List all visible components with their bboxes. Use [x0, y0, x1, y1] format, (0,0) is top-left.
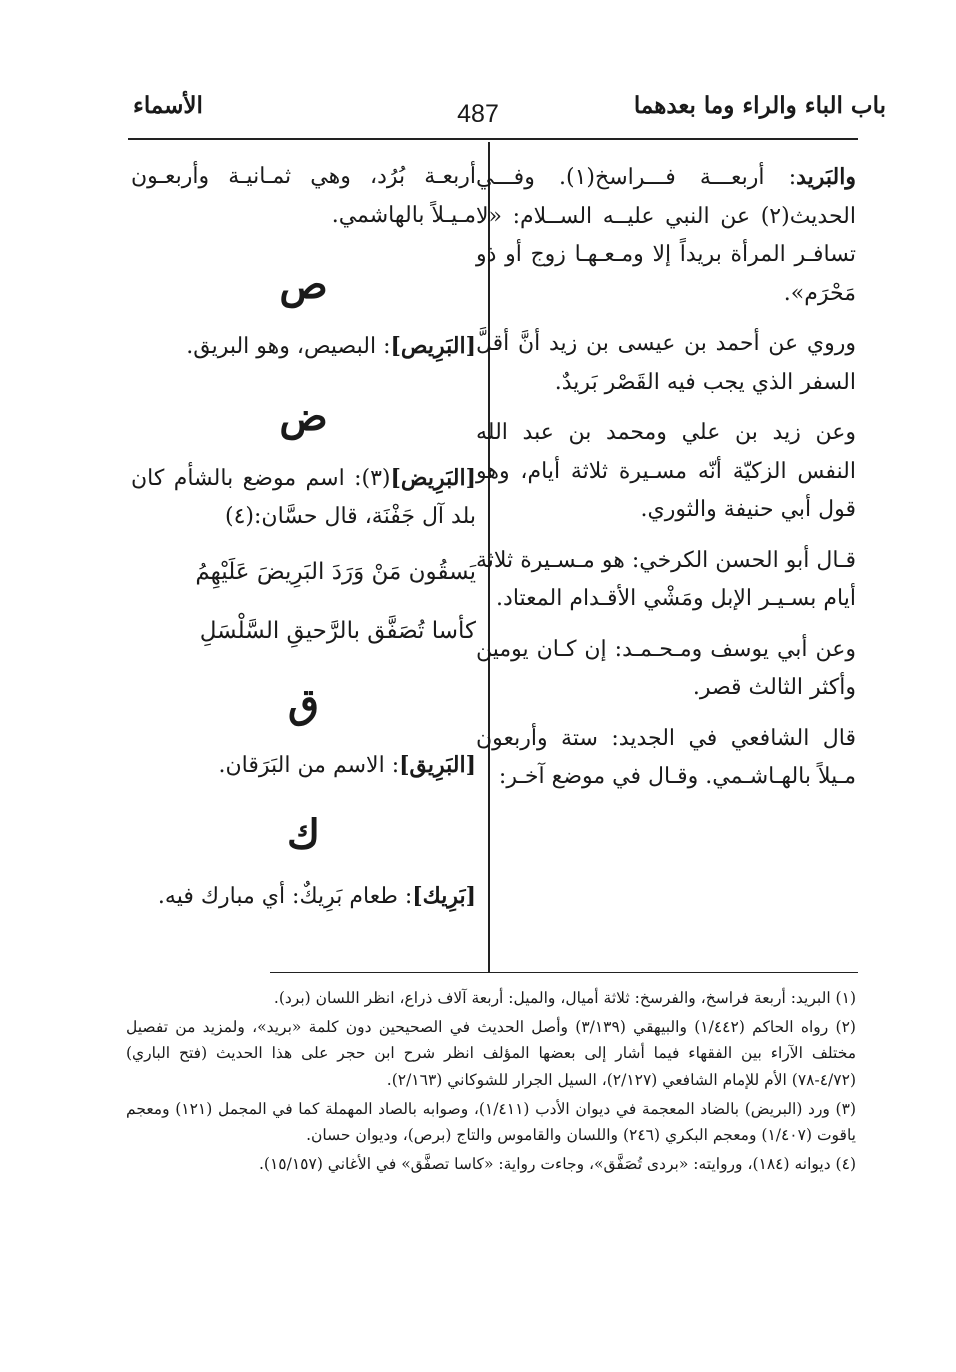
footnote-3: (٣) ورد (البريض) بالضاد المعجمة في ديوان الأدب (١/٤١١)، وصوابه بالصاد المهملة كما في المجمل (١٢١) ومعجم ياقوت (١/٤٠٧) ومعجم البكري (٢٤٦) واللسان والقاموس والتاج (برص)، وديوان حسان.: [126, 1099, 856, 1145]
paragraph: أربعـة بُرُد، وهي ثمـانيـة وأربعـون مـيـلاً بالهاشمي.: [131, 164, 476, 228]
footnote-rule: [270, 972, 858, 973]
headword: [البَرِيض]: [390, 464, 476, 491]
entry-bareedh: [131, 459, 476, 537]
section-letter-kaf: ك: [287, 811, 320, 859]
entry-text: : أربعـــة فـــراسخ(١). وفـــي الحديث(٢) عن النبي عليــه الســلام: «لا تسافـر المرأة بريداً إلا ومـعـهـا زوج أو ذو مَحْرَم».: [476, 165, 856, 306]
right-column: [476, 158, 856, 809]
headword: [البَرِيق]: [399, 751, 476, 778]
paragraph: قـال أبو الحسن الكرخي: هو مـسـيرة ثلاثة أيام بسـيـر الإبل ومَشْي الأقـدام المعتاد.: [476, 547, 856, 611]
entry-bareeq: [131, 746, 476, 786]
footnote-2: (٢) رواه الحاكم (١/٤٤٢) والبيهقي (٣/١٣٩) وأصل الحديث في الصحيحين دون كلمة «بريد»، ولمزيد من تفصيل مختلف الآراء بين الفقهاء فيما أشار إلى بعضها المؤلف انظر شرح ابن حجر على هذا الحديث (فتح الباري) (٤/٧٢-٧٨) الأم للإمام الشافعي (٢/١٢٧)، السيل الجرار للشوكاني (٢/١٦٣).: [126, 1017, 856, 1089]
section-letter-qaf: ق: [287, 679, 320, 727]
headword: [البَرِيص]: [390, 333, 476, 359]
entry-text: : الاسم من البَرَقان.: [218, 752, 400, 778]
verse-line-1: يَسقُون مَنْ وَرَدَ البَرِيضَ عَلَيْهِمُ: [195, 558, 476, 585]
headword: [بَرِيك]: [412, 883, 476, 910]
entry-bareek: [131, 877, 476, 917]
headword: والبَريد: [796, 164, 856, 190]
section-letter-dad: ض: [279, 392, 328, 440]
entry-text: : طعام بَرِيكٌ: أي مبارك فيه.: [157, 884, 413, 910]
paragraph: قال الشافعي في الجديد: ستة وأربعون مـيلاً بالهـاشـمي. وقـال في موضع آخـر:: [476, 725, 856, 789]
footnotes: [126, 985, 856, 1180]
paragraph: وروي عن أحمد بن عيسى بن زيد أنَّ أقلَّ السفر الذي يجب فيه القَصْر بَريدٌ.: [476, 331, 856, 395]
section-letter-sad: ص: [279, 261, 328, 308]
entry-text: (٣): اسم موضع بالشأم كان بلد آل جَفْنَة، قال حسَّان:(٤): [131, 465, 476, 529]
footnote-4: (٤) ديوانه (١٨٤)، وروايته: «بردى تُصَفَّق»، وجاءت رواية: «كاسا تصفَّق» في الأغاني (١٥/١٥٧).: [258, 1154, 856, 1173]
entry-text: : البصيص، وهو البريق.: [186, 334, 391, 359]
entry-bareed: [476, 158, 856, 313]
running-header-section: الأسماء: [133, 92, 203, 119]
paragraph: وعن أبي يوسف ومـحـمـد: إن كـان يومين وأكثر الثالث قصر.: [476, 636, 856, 700]
left-column: [131, 158, 476, 929]
footnote-1: (١) البريد: أربعة فراسخ، والفرسخ: ثلاثة أميال، والميل: أربعة آلاف ذراع، انظر اللسان (برد).: [273, 989, 856, 1007]
paragraph: وعن زيد بن علي ومحمد بن عبد الله النفس الزكيّة أنّه مسـيرة ثلاثة أيام، وهو قول أبي حنيفة والثوري.: [476, 420, 856, 522]
verse-line-2: كأسا تُصَفَّق بالرَّحيقِ السَّلْسَلِ: [199, 618, 476, 645]
page-number: 487: [457, 100, 499, 128]
running-header-chapter: باب الباء والراء وما بعدهما: [633, 92, 886, 119]
entry-bareess: [131, 327, 476, 367]
header-rule: [128, 138, 858, 140]
